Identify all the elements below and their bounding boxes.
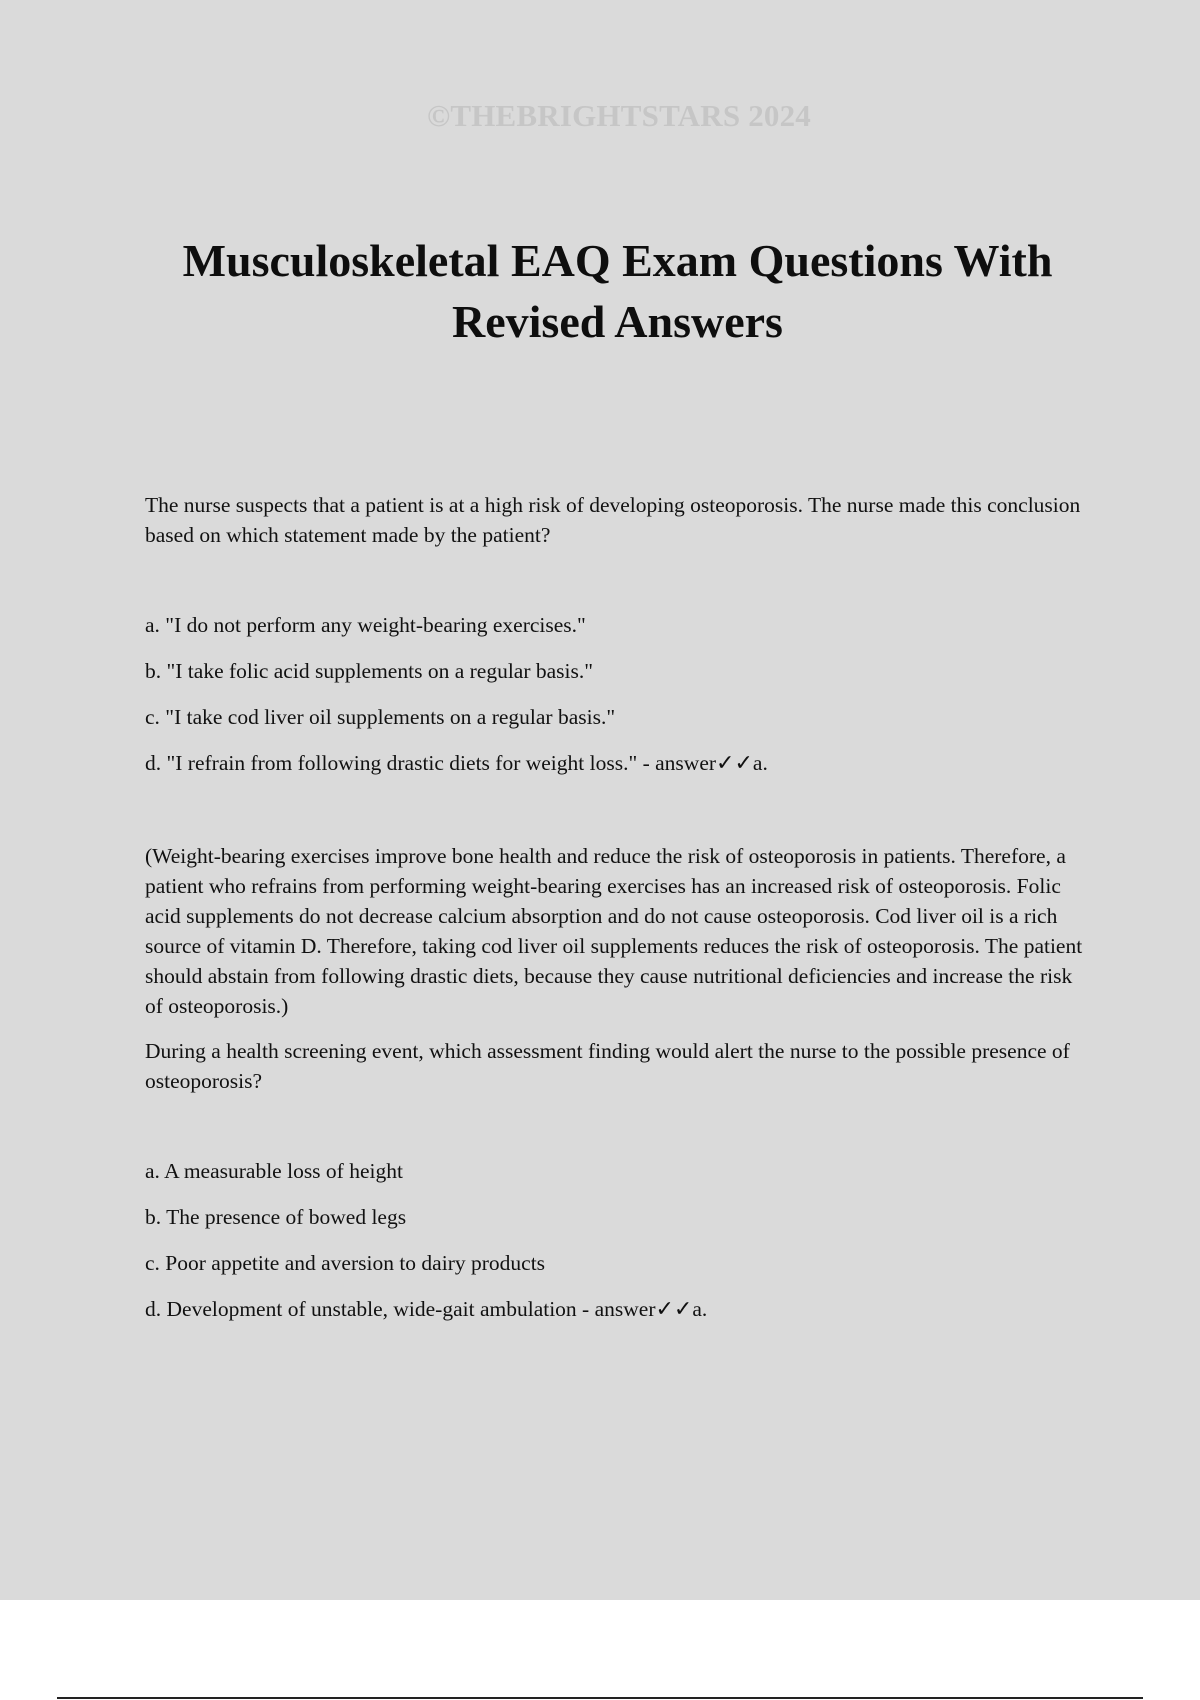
question-2-option-d: [145, 1294, 1095, 1325]
question-1-answer: a.: [752, 751, 768, 775]
question-1-rationale: (Weight-bearing exercises improve bone health and reduce the risk of osteoporosis in patients. Therefore, a patient who refrains from performing weight-bearing exercises has an increased risk of osteoporosis. Folic acid supplements do not decrease calcium absorption and do not cause osteoporosis. Cod liver oil is a rich source of vitamin D. Therefore, taking cod liver oil supplements reduces the risk of osteoporosis. The patient should abstain from following drastic diets, because they cause nutritional deficiencies and increase the risk of osteoporosis.): [145, 844, 1083, 1018]
question-1-option-a: a. "I do not perform any weight-bearing exercises.": [145, 613, 586, 637]
checkmark-icon: ✓✓: [716, 751, 753, 776]
question-2-stem: During a health screening event, which assessment finding would alert the nurse to the possible presence of osteoporosis?: [145, 1039, 1070, 1093]
question-1-option-b: b. "I take folic acid supplements on a regular basis.": [145, 659, 594, 683]
question-1-option-d-text: d. "I refrain from following drastic diets for weight loss." - answer: [145, 751, 717, 775]
document-body: [145, 490, 1095, 1341]
page-title: Musculoskeletal EAQ Exam Questions With Revised Answers: [182, 235, 1053, 347]
checkmark-icon: ✓✓: [655, 1297, 693, 1322]
question-2-option-d-text: d. Development of unstable, wide-gait ambulation - answer: [145, 1297, 656, 1321]
question-1-option-c: c. "I take cod liver oil supplements on a regular basis.": [145, 705, 616, 729]
footer-divider: [57, 1697, 1143, 1699]
question-2-answer: a.: [692, 1297, 708, 1321]
question-2-option-b: b. The presence of bowed legs: [145, 1205, 407, 1229]
question-2-option-a: a. A measurable loss of height: [145, 1159, 403, 1183]
question-2-option-c: c. Poor appetite and aversion to dairy products: [145, 1251, 546, 1275]
question-1-option-d: [145, 748, 1095, 779]
watermark: ©THEBRIGHTSTARS 2024: [426, 98, 812, 133]
question-1-stem: The nurse suspects that a patient is at a high risk of developing osteoporosis. The nurse made this conclusion based on which statement made by the patient?: [145, 493, 1081, 547]
